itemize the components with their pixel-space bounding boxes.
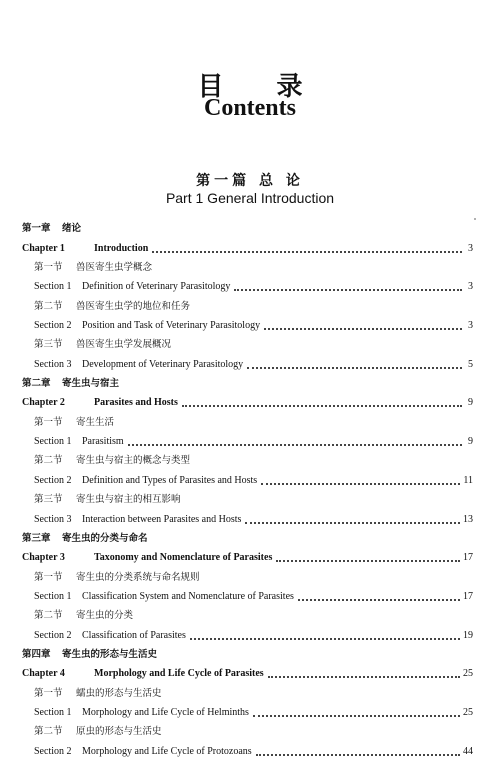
toc-entry-number: 第二章 bbox=[22, 378, 51, 390]
toc-page-number: 44 bbox=[463, 745, 473, 757]
toc-section-zh[interactable] bbox=[22, 293, 473, 312]
toc-entry-number: 第三章 bbox=[22, 532, 51, 544]
toc-entry-number: 第三节 bbox=[34, 339, 63, 351]
toc-entry-number: Section 3 bbox=[34, 513, 72, 525]
toc-entry-number: Section 3 bbox=[34, 358, 72, 370]
toc-chapter-en[interactable] bbox=[22, 390, 473, 409]
dot-leader bbox=[234, 281, 462, 291]
toc-section-en[interactable] bbox=[22, 313, 473, 332]
toc-entry-number: Section 2 bbox=[34, 320, 72, 332]
toc-entry-label bbox=[22, 533, 148, 545]
toc-entry-number: 第一节 bbox=[34, 262, 63, 274]
dot-leader bbox=[245, 514, 460, 524]
toc-entry-title: Morphology and Life Cycle of Protozoans bbox=[82, 745, 252, 757]
toc-entry-title: Position and Task of Veterinary Parasitology bbox=[82, 320, 261, 332]
toc-entry-title: Taxonomy and Nomenclature of Parasites bbox=[94, 552, 273, 564]
toc-chapter-zh[interactable] bbox=[22, 216, 473, 235]
toc-entry-label bbox=[34, 610, 133, 622]
dot-leader bbox=[253, 707, 460, 717]
toc-entry-number: Section 1 bbox=[34, 590, 72, 602]
toc-chapter-en[interactable] bbox=[22, 661, 473, 680]
toc-page-number: 3 bbox=[468, 281, 473, 293]
dot-leader bbox=[182, 397, 462, 407]
dot-leader bbox=[190, 630, 460, 640]
toc-entry-number: Chapter 3 bbox=[22, 552, 65, 564]
toc-entry-number: Section 2 bbox=[34, 745, 72, 757]
toc-page-number: 11 bbox=[463, 474, 473, 486]
toc-entry-label bbox=[22, 378, 119, 390]
toc-section-en[interactable] bbox=[22, 700, 473, 719]
toc-entry-label bbox=[34, 262, 152, 274]
toc-entry-title: 寄生虫与宿主的相互影响 bbox=[76, 494, 181, 506]
toc-chapter-zh[interactable] bbox=[22, 526, 473, 545]
toc-entry-label bbox=[34, 417, 114, 429]
dot-leader bbox=[256, 746, 460, 756]
toc-entry-number: Chapter 2 bbox=[22, 397, 65, 409]
toc-entry-title: 寄生虫的形态与生活史 bbox=[62, 648, 158, 660]
toc-entry-title: 兽医寄生虫学概念 bbox=[76, 262, 153, 274]
dot-leader bbox=[261, 475, 460, 485]
toc-section-zh[interactable] bbox=[22, 564, 473, 583]
page-title-en: Contents bbox=[203, 95, 296, 121]
toc-entry-title: Interaction between Parasites and Hosts bbox=[82, 513, 242, 525]
toc-entry-number: Section 2 bbox=[34, 629, 72, 641]
toc-page-number: 25 bbox=[463, 706, 473, 718]
toc-entry-label bbox=[34, 436, 124, 448]
toc-section-zh[interactable] bbox=[22, 409, 473, 428]
toc-entry-label bbox=[34, 514, 241, 526]
toc-chapter-zh[interactable] bbox=[22, 371, 473, 390]
toc-section-en[interactable] bbox=[22, 429, 473, 448]
toc-entry-title: 蠕虫的形态与生活史 bbox=[76, 687, 162, 699]
toc-entry-label bbox=[34, 475, 257, 487]
toc-page-number: 5 bbox=[468, 358, 473, 370]
toc-entry-number: 第二节 bbox=[34, 300, 63, 312]
toc-section-en[interactable] bbox=[22, 622, 473, 641]
toc-page-number: 9 bbox=[468, 436, 473, 448]
toc-entry-title: Parasitism bbox=[82, 436, 124, 448]
toc-section-en[interactable] bbox=[22, 584, 473, 603]
dot-leader bbox=[247, 359, 462, 369]
toc-entry-title: 原虫的形态与生活史 bbox=[76, 726, 162, 738]
toc-entry-title: 寄生虫的分类与命名 bbox=[62, 532, 148, 544]
toc-entry-label bbox=[22, 243, 148, 255]
toc-entry-label bbox=[34, 301, 190, 313]
toc-entry-title: Classification of Parasites bbox=[82, 629, 186, 641]
toc-section-en[interactable] bbox=[22, 274, 473, 293]
toc-section-zh[interactable] bbox=[22, 255, 473, 274]
toc-entry-label bbox=[22, 649, 157, 661]
dot-leader bbox=[276, 552, 460, 562]
toc-section-zh[interactable] bbox=[22, 448, 473, 467]
toc-page-number: 17 bbox=[463, 590, 473, 602]
toc-entry-title: 兽医寄生虫学的地位和任务 bbox=[76, 300, 191, 312]
toc-entry-number: 第二节 bbox=[34, 610, 63, 622]
toc-entry-label bbox=[34, 688, 162, 700]
toc-page-number: 3 bbox=[468, 320, 473, 332]
toc-page-number: 13 bbox=[463, 513, 473, 525]
dot-leader bbox=[298, 591, 460, 601]
toc-section-en[interactable] bbox=[22, 506, 473, 525]
part-title-zh: 第一篇 总 论 bbox=[196, 173, 304, 189]
toc-entry-label bbox=[34, 320, 260, 332]
toc-section-zh[interactable] bbox=[22, 487, 473, 506]
toc-entry-title: Introduction bbox=[94, 242, 149, 254]
toc-page-number: 17 bbox=[463, 552, 473, 564]
toc-entry-number: 第二节 bbox=[34, 726, 63, 738]
dot-leader bbox=[152, 243, 462, 253]
toc-page-number: 3 bbox=[468, 242, 473, 254]
toc-entry-label bbox=[22, 223, 81, 235]
toc-entry-label bbox=[22, 397, 178, 409]
toc-entry-title: 绪论 bbox=[62, 223, 82, 235]
toc-section-en[interactable] bbox=[22, 738, 473, 757]
toc-entry-number: 第四章 bbox=[22, 648, 51, 660]
toc-section-zh[interactable] bbox=[22, 603, 473, 622]
toc-chapter-en[interactable] bbox=[22, 235, 473, 254]
toc-entry-title: Development of Veterinary Parasitology bbox=[82, 358, 244, 370]
toc-entry-title: 寄生虫的分类系统与命名规则 bbox=[76, 571, 200, 583]
dot-leader bbox=[128, 436, 462, 446]
toc-page-number: 9 bbox=[468, 397, 473, 409]
page-title-zh: 目 录 bbox=[197, 72, 325, 102]
toc-entry-title: Definition and Types of Parasites and Hosts bbox=[82, 474, 258, 486]
toc-entry-title: Morphology and Life Cycle of Parasites bbox=[94, 668, 264, 680]
toc-entry-label bbox=[34, 591, 294, 603]
toc-entry-number: 第三节 bbox=[34, 494, 63, 506]
toc-section-zh[interactable] bbox=[22, 680, 473, 699]
toc-entry-title: Definition of Veterinary Parasitology bbox=[82, 281, 231, 293]
toc-entry-label bbox=[34, 339, 171, 351]
toc-entry-title: 寄生虫与宿主 bbox=[62, 378, 120, 390]
toc-chapter-zh[interactable] bbox=[22, 642, 473, 661]
toc-entry-number: Section 2 bbox=[34, 474, 72, 486]
toc-entry-title: 寄生生活 bbox=[76, 416, 115, 428]
dot-leader bbox=[268, 668, 460, 678]
toc-page-number: 19 bbox=[463, 629, 473, 641]
toc-entry-label bbox=[34, 455, 190, 467]
toc-entry-number: 第一节 bbox=[34, 687, 63, 699]
toc-entry-number: Section 1 bbox=[34, 706, 72, 718]
toc-entry-title: Parasites and Hosts bbox=[94, 397, 178, 409]
toc-entry-label bbox=[34, 494, 181, 506]
part-title-en: Part 1 General Introduction bbox=[165, 190, 335, 206]
dot-leader bbox=[264, 320, 462, 330]
toc-page-number: 25 bbox=[463, 668, 473, 680]
toc-entry-number: 第一节 bbox=[34, 416, 63, 428]
toc-entry-label bbox=[34, 746, 252, 758]
toc-section-en[interactable] bbox=[22, 351, 473, 370]
toc-entry-number: 第一节 bbox=[34, 571, 63, 583]
toc-entry-label bbox=[34, 707, 249, 719]
toc-entry-title: Morphology and Life Cycle of Helminths bbox=[82, 706, 249, 718]
toc-entry-number: 第二节 bbox=[34, 455, 63, 467]
toc-entry-title: 寄生虫与宿主的概念与类型 bbox=[76, 455, 191, 467]
toc-entry-number: Section 1 bbox=[34, 281, 72, 293]
toc-entry-label bbox=[22, 668, 264, 680]
toc-section-zh[interactable] bbox=[22, 719, 473, 738]
toc-entry-number: Section 1 bbox=[34, 436, 72, 448]
toc-entry-label bbox=[22, 552, 272, 564]
toc-entry-title: 寄生虫的分类 bbox=[76, 610, 134, 622]
table-of-contents bbox=[22, 216, 473, 758]
toc-entry-title: 兽医寄生虫学发展概况 bbox=[76, 339, 172, 351]
toc-entry-number: Chapter 1 bbox=[22, 242, 65, 254]
toc-entry-number: Chapter 4 bbox=[22, 668, 65, 680]
toc-entry-label bbox=[34, 630, 186, 642]
toc-section-zh[interactable] bbox=[22, 332, 473, 351]
toc-entry-title: Classification System and Nomenclature of Parasites bbox=[82, 590, 294, 602]
toc-entry-number: 第一章 bbox=[22, 223, 51, 235]
toc-entry-label bbox=[34, 726, 162, 738]
toc-entry-label bbox=[34, 572, 200, 584]
toc-chapter-en[interactable] bbox=[22, 545, 473, 564]
toc-entry-label bbox=[34, 281, 230, 293]
toc-section-en[interactable] bbox=[22, 467, 473, 486]
speck-mark bbox=[474, 218, 476, 220]
toc-entry-label bbox=[34, 359, 243, 371]
